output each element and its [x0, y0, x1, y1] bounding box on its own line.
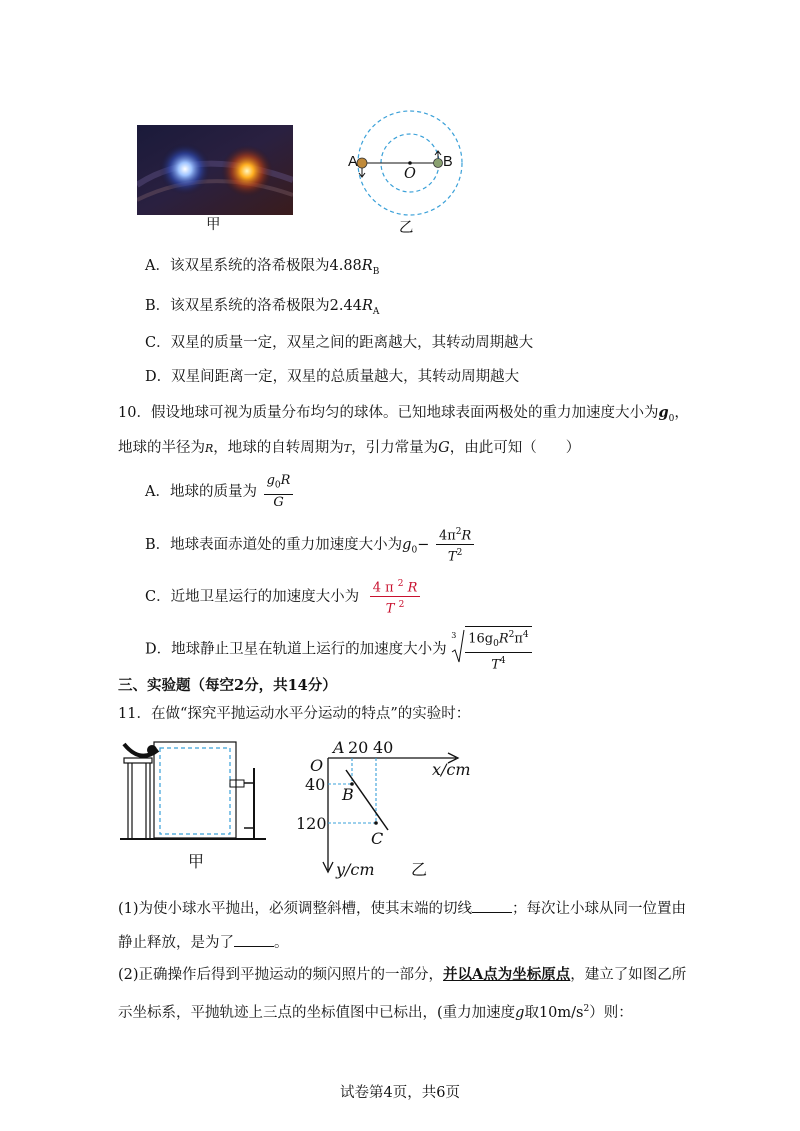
figure-q11-jia-label: 甲: [188, 852, 205, 871]
coord-label-y120: 120: [296, 814, 327, 833]
coord-label-x20: 20: [348, 738, 369, 757]
star-b: [434, 159, 443, 168]
coord-label-x-axis: x/cm: [432, 760, 471, 779]
q11-part2-line1: (2)正确操作后得到平抛运动的频闪照片的一部分，并以A点为坐标原点，建立了如图乙所: [118, 966, 687, 983]
cube-root-expression: 3 $\frac{16g_0R^2\pi^4}{T^4}$: [451, 626, 531, 673]
fraction-4pi2r-over-t2: $\frac{4\pi^2R}{T^2}$: [436, 524, 474, 566]
coord-label-b: B: [342, 785, 354, 804]
point-a-label: A: [348, 154, 358, 170]
arrow-up-b: [435, 151, 441, 158]
coord-label-o: O: [310, 756, 324, 775]
coord-label-x40: 40: [373, 738, 394, 757]
point-b-label: B: [443, 154, 453, 170]
answer-blank-1[interactable]: [472, 898, 512, 913]
q10-option-a: A．地球的质量为 $\frac{g_0R}{G}$: [145, 473, 295, 509]
paper: [160, 748, 230, 834]
q9-option-a: A．该双星系统的洛希极限为$4.88R_B$: [145, 258, 380, 277]
answer-blank-2[interactable]: [234, 932, 274, 947]
q11-part1-line2: 静止释放，是为了 。: [118, 932, 289, 953]
point-c-dot: [374, 821, 378, 825]
coord-label-a: A: [333, 738, 345, 757]
star-a: [357, 158, 367, 168]
figure-jia-label: 甲: [206, 217, 221, 233]
figure-q11-apparatus: [118, 734, 268, 846]
q10-line2: 地球的半径为R，地球的自转周期为T，引力常量为G，由此可知（ ）: [118, 440, 581, 456]
q9-option-b: B．该双星系统的洛希极限为$2.44R_A$: [145, 298, 380, 317]
section-heading: 三、实验题（每空2分，共14分）: [118, 677, 337, 694]
q10-option-b: B．地球表面赤道处的重力加速度大小为$g_0-$ $\frac{4\pi^2R}{T^2}$: [145, 524, 476, 560]
coord-label-y40: 40: [305, 775, 326, 794]
q10-line1: 10．假设地球可视为质量分布均匀的球体。已知地球表面两极处的重力加速度大小为$g_0$，: [118, 404, 689, 424]
q10-option-d: D．地球静止卫星在轨道上运行的加速度大小为 3 $\frac{16g_0R^2\pi^4}{T^4}$: [145, 626, 532, 666]
ball-icon: [147, 745, 157, 755]
q10-option-c: C．近地卫星运行的加速度大小为 $\frac{4 \pi ^2 R}{T ^2}$: [145, 576, 422, 612]
q9-option-c: C．双星的质量一定，双星之间的距离越大，其转动周期越大: [145, 335, 534, 351]
coord-label-y-axis: y/cm: [336, 860, 375, 879]
board: [154, 742, 236, 838]
point-o-label: O: [404, 166, 416, 182]
binary-star-photo: [137, 125, 293, 215]
figure-yi-label: 乙: [399, 220, 414, 236]
q11-part1-line1: (1)为使小球水平抛出，必须调整斜槽，使其末端的切线 ；每次让小球从同一位置由: [118, 898, 686, 919]
q9-option-d: D．双星间距离一定，双星的总质量越大，其转动周期越大: [145, 369, 520, 385]
q11-part2-line2: 示坐标系，平抛轨迹上三点的坐标值图中已标出，(重力加速度g取$10m/s^2$）则：: [118, 1004, 633, 1021]
coord-label-c: C: [371, 829, 384, 848]
figure-q11-yi-label: 乙: [411, 860, 428, 879]
fraction-red-4pi2r-over-t2: $\frac{4 \pi ^2 R}{T ^2}$: [370, 576, 421, 618]
fraction-g0r-over-g: $\frac{g_0R}{G}$: [264, 473, 294, 511]
q11-intro: 11．在做“探究平抛运动水平分运动的特点”的实验时：: [118, 706, 471, 722]
page-footer: 试卷第4页，共6页: [340, 1085, 460, 1101]
figure-jia-binary-stars: [137, 125, 293, 215]
